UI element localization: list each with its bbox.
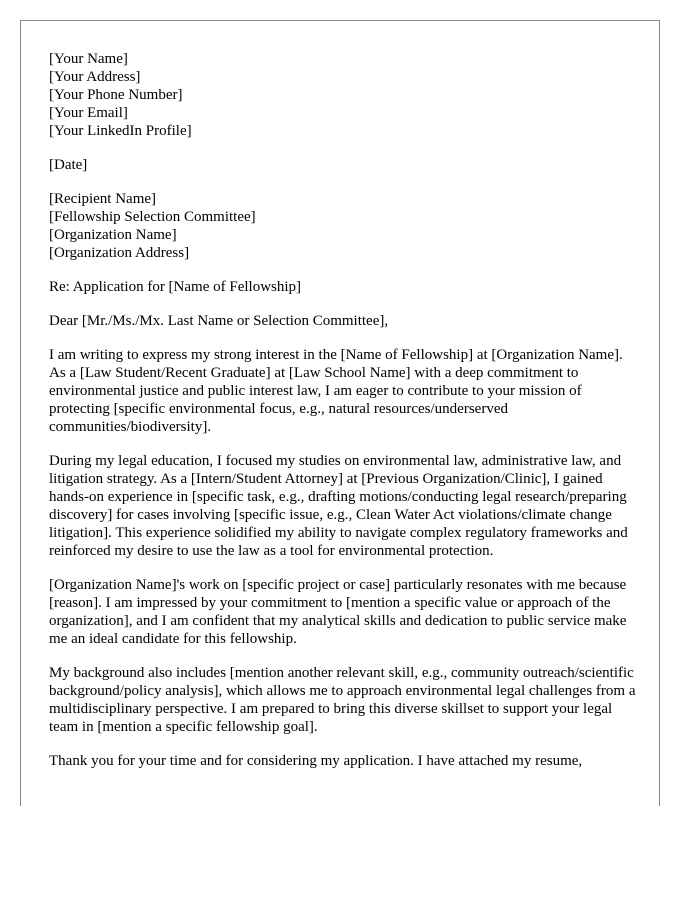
letter-body [49,50,641,786]
sender-phone: [Your Phone Number] [49,87,183,103]
sender-block [49,50,641,140]
recipient-block [49,190,641,262]
recipient-address: [Organization Address] [49,245,190,261]
sender-address: [Your Address] [49,69,141,85]
sender-email: [Your Email] [49,105,128,121]
body-paragraph-1: I am writing to express my strong interest in the [Name of Fellowship] at [Organization Name]. As a [Law Student/Recent Graduate] at [Law School Name] with a deep commitment to environmental justice and public interest law, I am eager to contribute to your mission of protecting [specific environmental focus, e.g., natural resources/underserved communities/biodiversity]. [49,347,623,435]
salutation: Dear [Mr./Ms./Mx. Last Name or Selection Committee], [49,313,389,329]
body-paragraph-3: [Organization Name]'s work on [specific project or case] particularly resonates with me because [reason]. I am impressed by your commitment to [mention a specific value or approach of the organization], and I am confident that my analytical skills and dedication to public service make me an ideal candidate for this fellowship. [49,577,627,647]
sender-linkedin: [Your LinkedIn Profile] [49,123,192,139]
subject-line: Re: Application for [Name of Fellowship] [49,279,302,295]
recipient-name: [Recipient Name] [49,191,157,207]
body-paragraph-4: My background also includes [mention another relevant skill, e.g., community outreach/scientific background/policy analysis], which allows me to approach environmental legal challenges from a multidisciplinary perspective. I am prepared to bring this diverse skillset to support your legal team in [mention a specific fellowship goal]. [49,665,636,735]
letter-page [20,20,660,806]
body-paragraph-5: Thank you for your time and for considering my application. I have attached my resume, [49,753,583,769]
recipient-committee: [Fellowship Selection Committee] [49,209,256,225]
recipient-organization: [Organization Name] [49,227,177,243]
letter-date: [Date] [49,157,88,173]
sender-name: [Your Name] [49,51,128,67]
body-paragraph-2: During my legal education, I focused my studies on environmental law, administrative law, and litigation strategy. As a [Intern/Student Attorney] at [Previous Organization/Clinic], I gained hands-on experience in [specific task, e.g., drafting motions/conducting legal research/preparing discovery] for cases involving [specific issue, e.g., Clean Water Act violations/climate change litigation]. This experience solidified my ability to navigate complex regulatory frameworks and reinforced my desire to use the law as a tool for environmental protection. [49,453,628,559]
